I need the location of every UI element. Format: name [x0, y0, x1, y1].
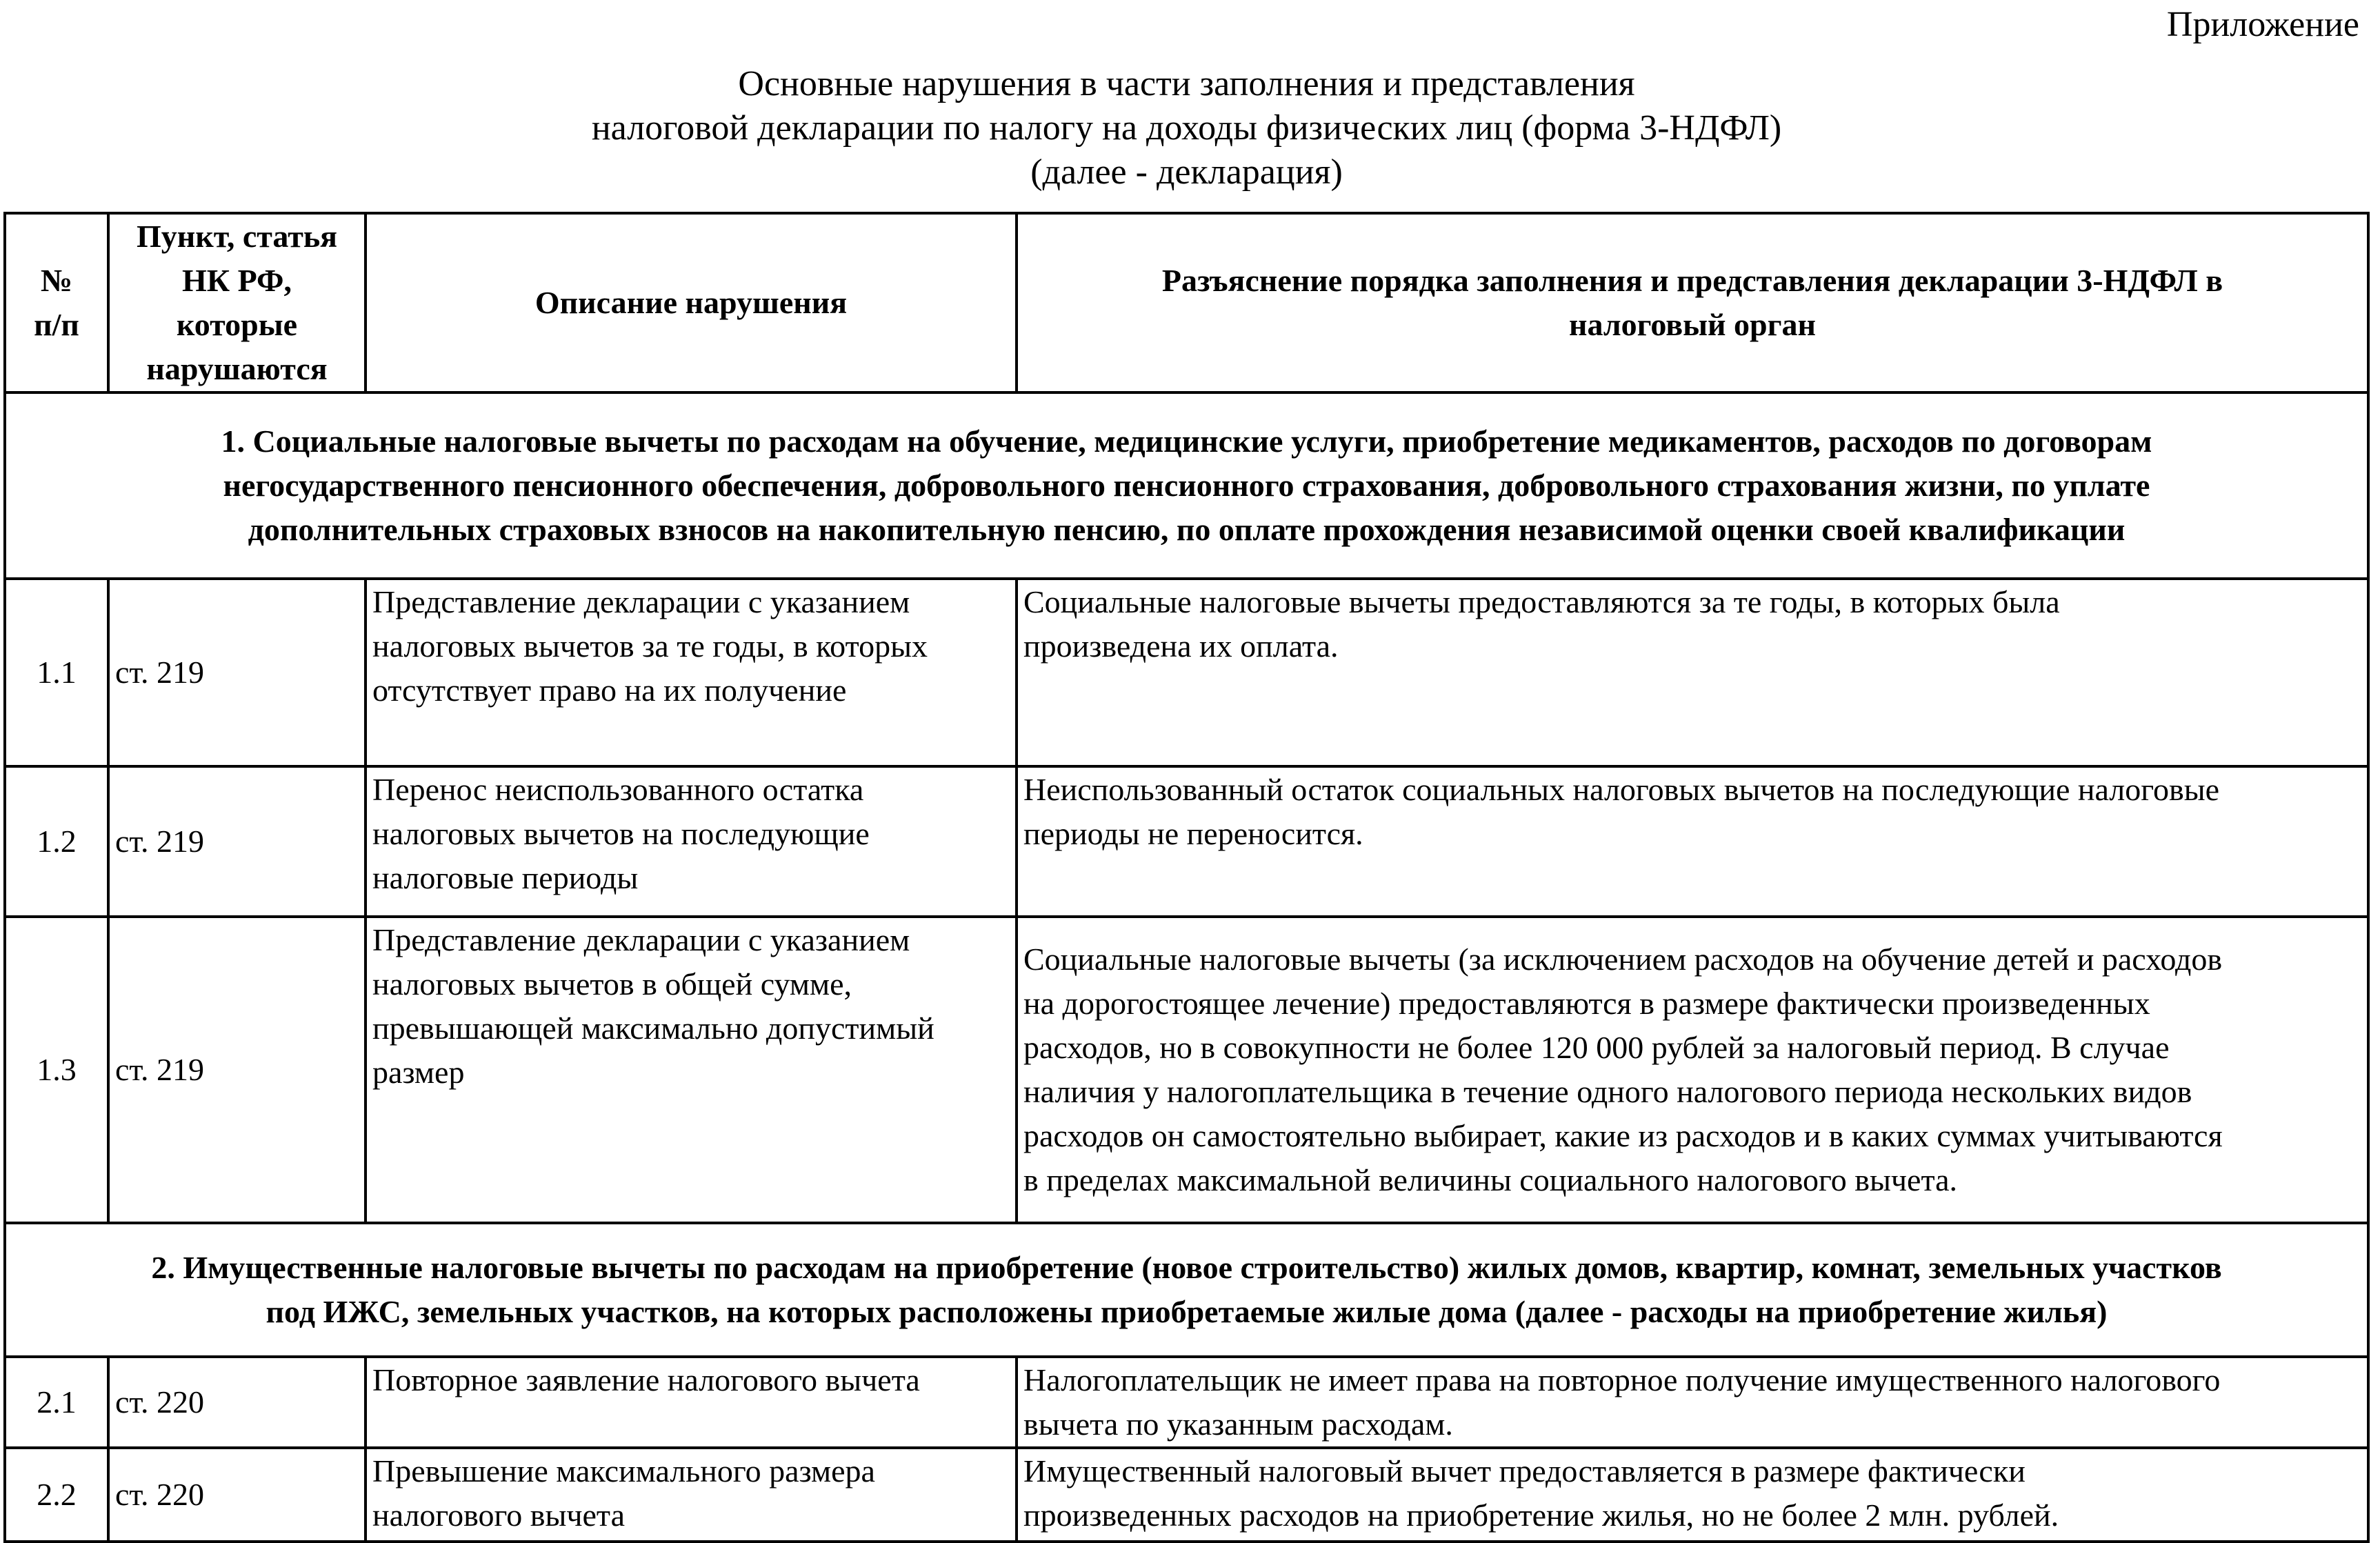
- table-row: [5, 1357, 2368, 1448]
- header-num: № п/п: [5, 213, 108, 392]
- title-line-1: Основные нарушения в части заполнения и представления: [738, 64, 1635, 103]
- header-article: Пункт, статья НК РФ, которые нарушаются: [108, 213, 366, 392]
- row-description: Представление декларации с указанием налоговых вычетов в общей сумме, превышающей максимально допустимый размер: [366, 917, 1017, 1223]
- section-heading-1: 1. Социальные налоговые вычеты по расходам на обучение, медицинские услуги, приобретение медикаментов, расходов по договорам негосударственного пенсионного обеспечения, добровольного пенсионного страхования, добровольного страхования жизни, по уплате дополнительных страховых взносов на накопительную пенсию, по оплате прохождения независимой оценки своей квалификации: [5, 392, 2368, 579]
- row-description: Представление декларации с указанием налоговых вычетов за те годы, в которых отсутствует право на их получение: [366, 579, 1017, 766]
- section-row-2: [5, 1223, 2368, 1357]
- row-number: 1.2: [5, 766, 108, 917]
- row-description: Превышение максимального размера налогового вычета: [366, 1448, 1017, 1542]
- table-row: [5, 766, 2368, 917]
- row-article: ст. 219: [108, 766, 366, 917]
- section-row-1: [5, 392, 2368, 579]
- header-description: Описание нарушения: [366, 213, 1017, 392]
- row-explanation: Имущественный налоговый вычет предоставляется в размере фактически произведенных расходов на приобретение жилья, но не более 2 млн. рублей.: [1017, 1448, 2368, 1542]
- table-row: [5, 1448, 2368, 1542]
- title-line-2: налоговой декларации по налогу на доходы физических лиц (форма 3-НДФЛ): [591, 108, 1782, 148]
- row-explanation: Социальные налоговые вычеты предоставляются за те годы, в которых была произведена их оплата.: [1017, 579, 2368, 766]
- violations-table: [3, 212, 2370, 1543]
- title-line-3: (далее - декларация): [1030, 152, 1343, 192]
- row-number: 1.3: [5, 917, 108, 1223]
- table-row: [5, 579, 2368, 766]
- document-title: [0, 62, 2373, 195]
- row-article: ст. 219: [108, 917, 366, 1223]
- row-number: 2.1: [5, 1357, 108, 1448]
- row-article: ст. 220: [108, 1448, 366, 1542]
- row-explanation: Социальные налоговые вычеты (за исключением расходов на обучение детей и расходов на дорогостоящее лечение) предоставляются в размере фактически произведенных расходов, но в совокупности не более 120 000 рублей за налоговый период. В случае наличия у налогоплательщика в течение одного налогового периода нескольких видов расходов он самостоятельно выбирает, какие из расходов и в каких суммах учитываются в пределах максимальной величины социального налогового вычета.: [1017, 917, 2368, 1223]
- header-row: [5, 213, 2368, 392]
- row-description: Перенос неиспользованного остатка налоговых вычетов на последующие налоговые периоды: [366, 766, 1017, 917]
- appendix-label: Приложение: [2166, 5, 2359, 44]
- section-heading-2: 2. Имущественные налоговые вычеты по расходам на приобретение (новое строительство) жилых домов, квартир, комнат, земельных участков под ИЖС, земельных участков, на которых расположены приобретаемые жилые дома (далее - расходы на приобретение жилья): [5, 1223, 2368, 1357]
- row-article: ст. 219: [108, 579, 366, 766]
- table-row: [5, 917, 2368, 1223]
- row-explanation: Налогоплательщик не имеет права на повторное получение имущественного налогового вычета по указанным расходам.: [1017, 1357, 2368, 1448]
- header-explanation: Разъяснение порядка заполнения и представления декларации 3-НДФЛ в налоговый орган: [1017, 213, 2368, 392]
- row-explanation: Неиспользованный остаток социальных налоговых вычетов на последующие налоговые периоды не переносится.: [1017, 766, 2368, 917]
- row-number: 2.2: [5, 1448, 108, 1542]
- row-description: Повторное заявление налогового вычета: [366, 1357, 1017, 1448]
- row-article: ст. 220: [108, 1357, 366, 1448]
- row-number: 1.1: [5, 579, 108, 766]
